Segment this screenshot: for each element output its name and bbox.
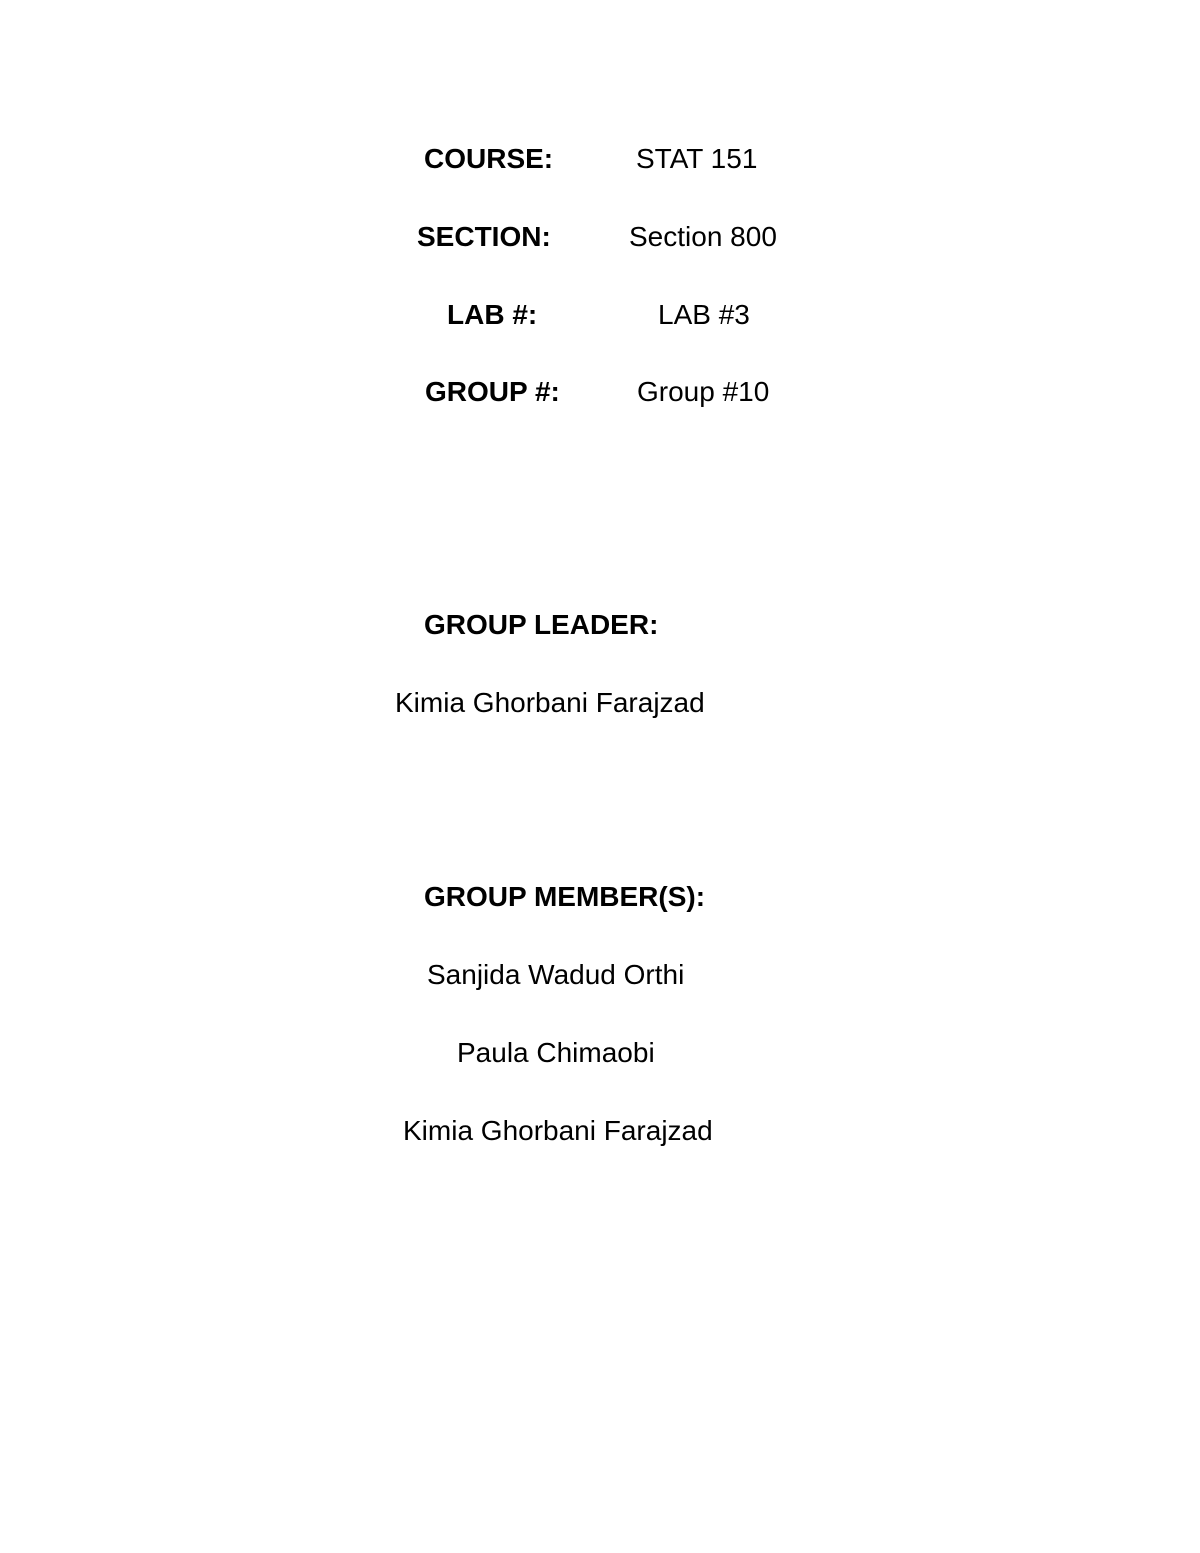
- group-members-heading: GROUP MEMBER(S):: [424, 881, 706, 912]
- group-number-label: GROUP #:: [425, 376, 560, 407]
- course-value: STAT 151: [636, 143, 758, 174]
- group-member-name: Kimia Ghorbani Farajzad: [403, 1115, 713, 1146]
- section-value: Section 800: [629, 221, 777, 252]
- lab-number-label: LAB #:: [447, 299, 538, 330]
- group-member-name: Sanjida Wadud Orthi: [427, 959, 685, 990]
- section-label: SECTION:: [417, 221, 551, 252]
- group-member-name: Paula Chimaobi: [457, 1037, 655, 1068]
- course-label: COURSE:: [424, 143, 554, 174]
- group-leader-heading: GROUP LEADER:: [424, 609, 659, 640]
- group-leader-name: Kimia Ghorbani Farajzad: [395, 687, 705, 718]
- lab-number-value: LAB #3: [658, 299, 750, 330]
- group-number-value: Group #10: [637, 376, 770, 407]
